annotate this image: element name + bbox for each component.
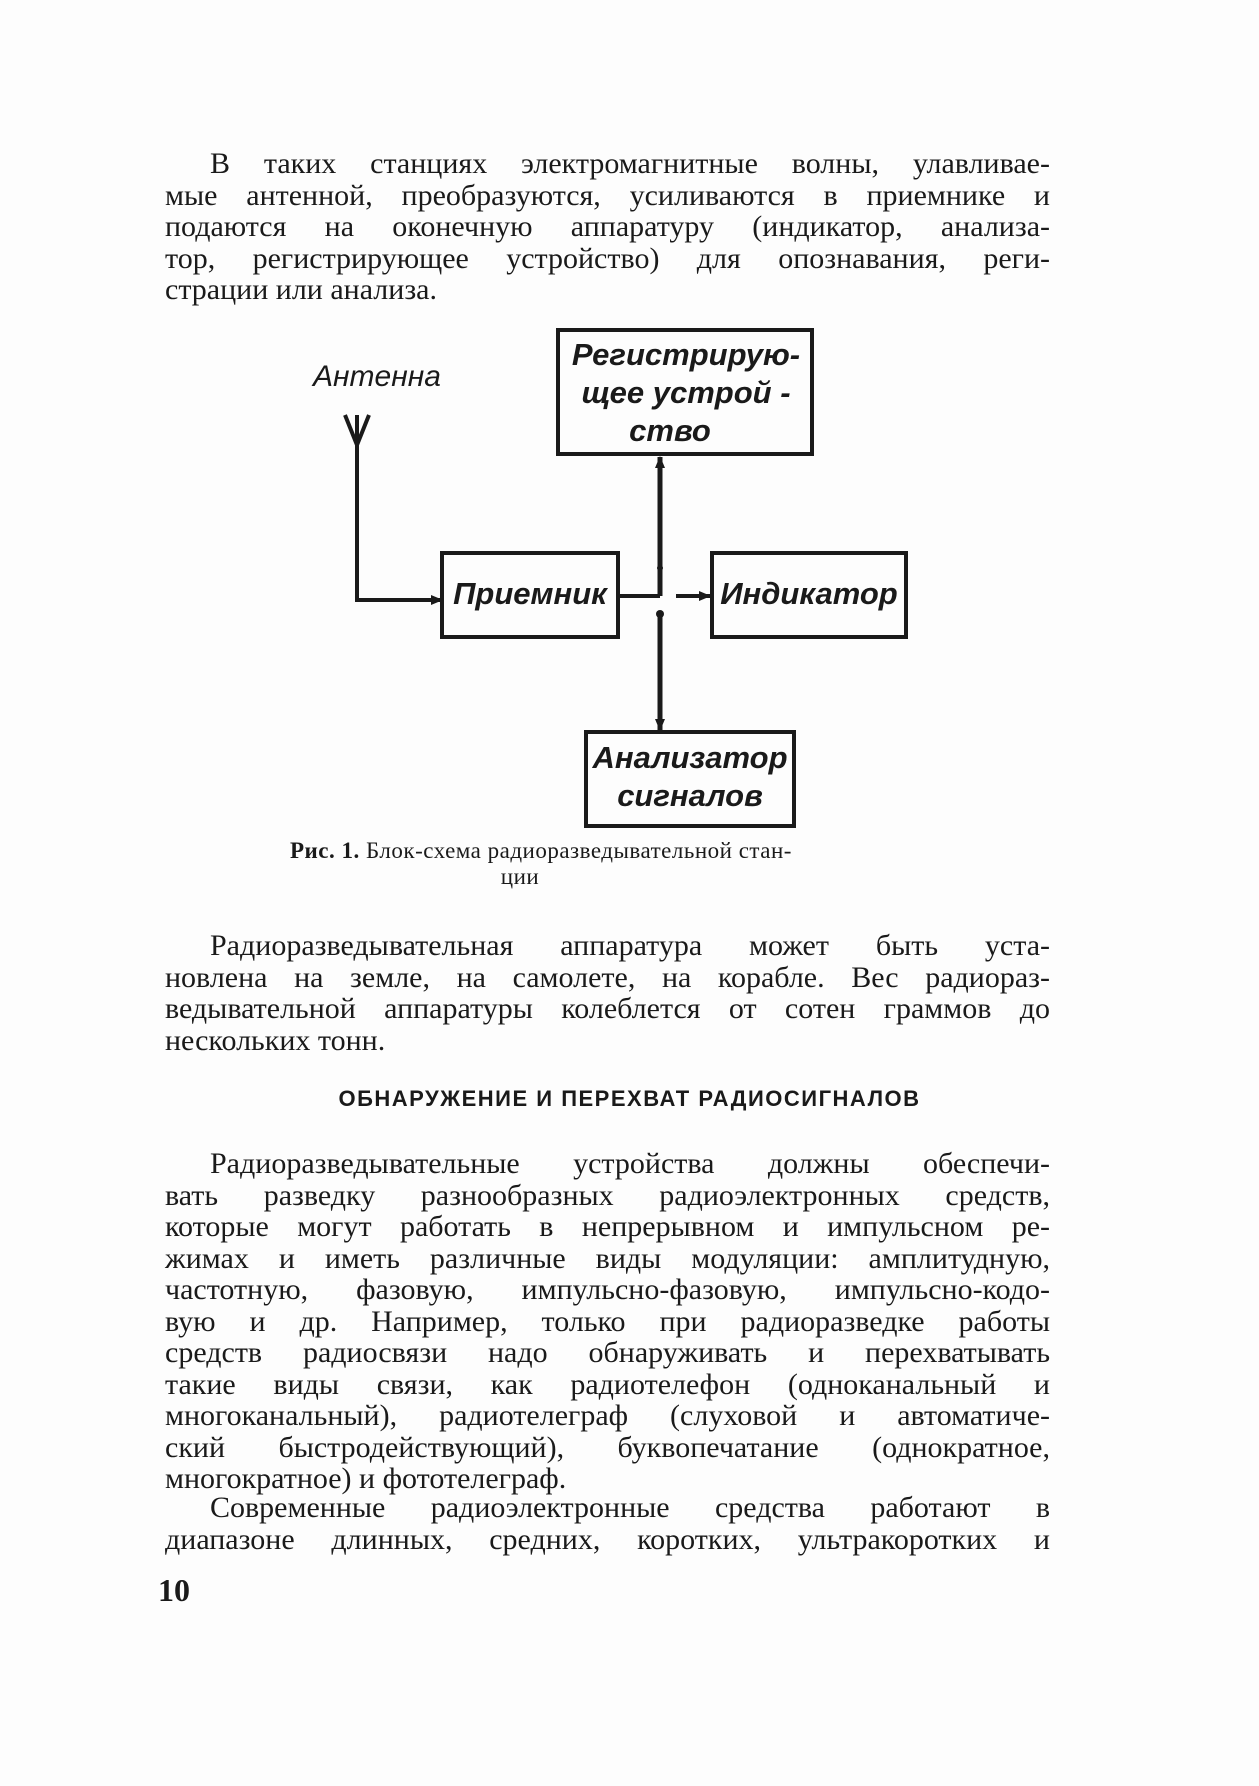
text-line: мые антенной, преобразуются, усиливаются в приемнике и [165, 178, 1050, 212]
recorder-label-line: щее устрой - [581, 375, 791, 410]
text-line: средств радиосвязи надо обнаруживать и перехватывать [165, 1336, 1050, 1369]
paragraph-equipment [165, 930, 1050, 1056]
section-heading: ОБНАРУЖЕНИЕ И ПЕРЕХВАТ РАДИОСИГНАЛОВ [338, 1086, 921, 1111]
text-line: ведывательной аппаратуры колеблется от сотен граммов до [165, 992, 1050, 1025]
recorder-label-line: ство [629, 413, 711, 448]
text-line: страции или анализа. [165, 273, 437, 306]
caption-text: ции [500, 864, 540, 889]
text-line: вую и др. Например, только при радиоразведке работы [165, 1304, 1050, 1338]
junction-dot [657, 565, 663, 571]
page-number: 10 [158, 1572, 190, 1608]
text-line: В таких станциях электромагнитные волны, улавливае- [210, 147, 1050, 180]
analyzer-label-line: сигналов [617, 778, 763, 813]
recorder-label-line: Регистрирую- [571, 337, 801, 372]
figure-caption [290, 838, 920, 890]
text-line: подаются на оконечную аппаратуру (индикатор, анализа- [165, 210, 1050, 243]
antenna-feed-line [357, 440, 442, 600]
paragraph-detection [165, 1148, 1050, 1495]
text-line: Радиоразведывательная аппаратура может быть уста- [210, 929, 1050, 962]
analyzer-label-line: Анализатор [592, 740, 788, 775]
block-diagram [0, 0, 1259, 830]
text-line: жимах и иметь различные виды модуляции: амплитудную, [165, 1241, 1050, 1275]
text-line: тор, регистрирующее устройство) для опознавания, реги- [165, 241, 1050, 275]
text-line: Современные радиоэлектронные средства работают в [210, 1491, 1050, 1524]
text-line: ский быстродействующий), буквопечатание (однократное, [165, 1430, 1050, 1464]
caption-text: Блок-схема радиоразведывательной стан- [366, 838, 792, 863]
junction-dot [656, 610, 664, 618]
text-line: новлена на земле, на самолете, на корабле. Вес радиораз- [165, 960, 1050, 994]
paragraph-ranges [165, 1492, 1050, 1555]
receiver-label: Приемник [453, 576, 607, 611]
text-line: нескольких тонн. [165, 1023, 386, 1057]
text-line: многоканальный), радиотелеграф (слуховой и автоматиче- [165, 1399, 1050, 1432]
caption-prefix: Рис. 1. [290, 838, 360, 863]
antenna-label: Антенна [313, 360, 441, 393]
text-line: вать разведку разнообразных радиоэлектронных средств, [165, 1178, 1050, 1212]
text-line: частотную, фазовую, импульсно-фазовую, импульсно-кодо- [165, 1273, 1050, 1306]
text-line: диапазоне длинных, средних, коротких, ультракоротких и [165, 1522, 1050, 1556]
text-line: Радиоразведывательные устройства должны обеспечи- [210, 1147, 1050, 1180]
text-line: многократное) и фототелеграф. [165, 1462, 567, 1495]
text-line: которые могут работать в непрерывном и импульсном ре- [165, 1210, 1050, 1243]
indicator-label: Индикатор [720, 576, 898, 611]
text-line: такие виды связи, как радиотелефон (одноканальный и [165, 1367, 1050, 1401]
